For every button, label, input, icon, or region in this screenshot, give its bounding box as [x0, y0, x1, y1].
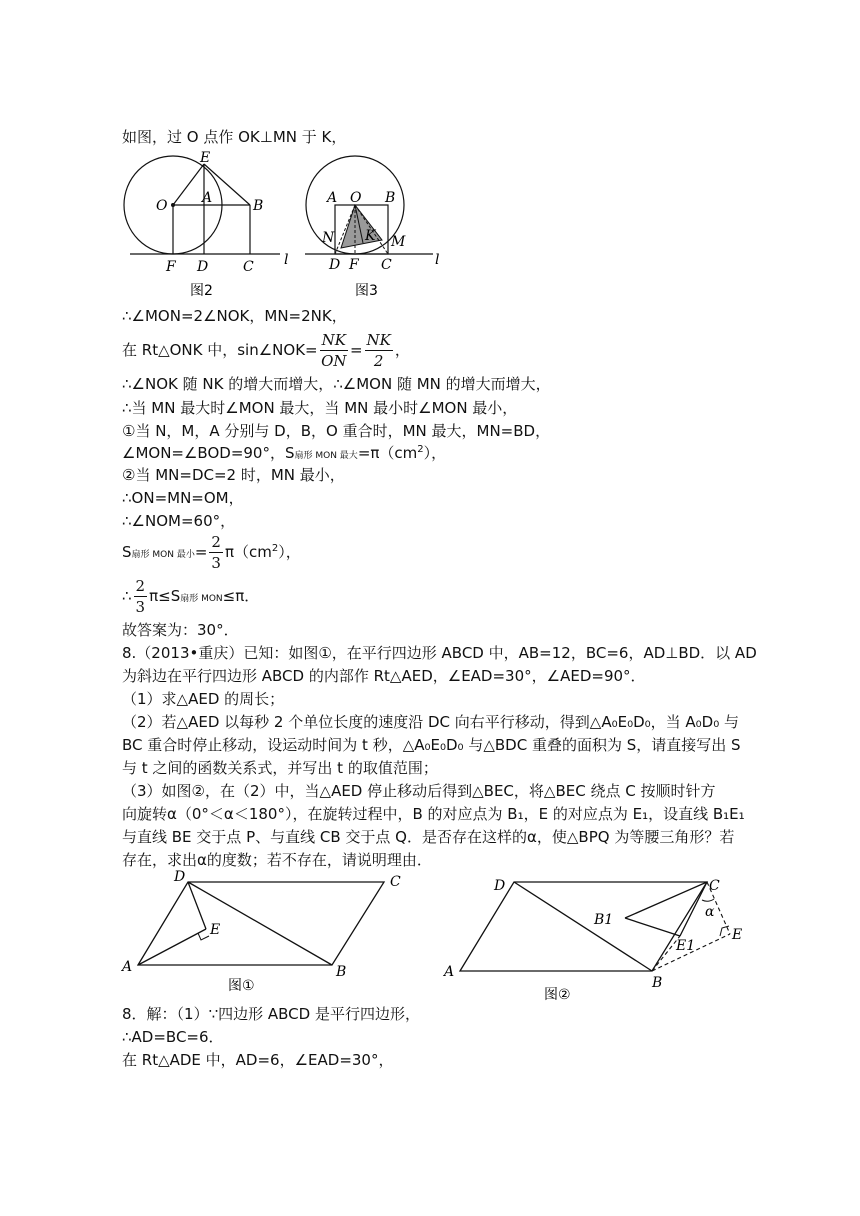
figure-caption: 图2 — [190, 283, 213, 299]
fraction-numerator: NK — [366, 331, 391, 349]
figure-2 — [118, 150, 303, 300]
label-E: E — [200, 150, 211, 166]
label-O: O — [156, 198, 168, 214]
text-segment: ∴ — [122, 587, 132, 605]
text-line: 与直线 BE 交于点 P、与直线 CB 交于点 Q．是否存在这样的α，使△BPQ 为等腰三角形？若 — [122, 828, 735, 846]
text-segment: ）， — [278, 543, 301, 561]
label-E1: E1 — [676, 938, 696, 954]
fraction — [134, 576, 148, 617]
label-alpha: α — [705, 904, 715, 920]
text-line-fraction — [122, 328, 410, 372]
text-line: 如图，过 O 点作 OK⊥MN 于 K， — [122, 128, 347, 146]
text-line-fraction — [122, 574, 259, 618]
text-segment: π≤S — [149, 587, 181, 605]
label-A: A — [444, 964, 455, 980]
fraction-denominator: 2 — [373, 352, 384, 370]
text-line: ①当 N，M，A 分别与 D，B，O 重合时，MN 最大，MN=BD， — [122, 422, 551, 440]
fraction — [320, 330, 348, 371]
text-line: ∴∠NOK 随 NK 的增大而增大，∴∠MON 随 MN 的增大而增大， — [122, 375, 551, 393]
text-segment: π（cm — [224, 543, 272, 561]
text-segment: 在 Rt△ONK 中，sin∠NOK= — [122, 341, 318, 359]
label-E: E — [732, 927, 743, 943]
label-l: l — [435, 252, 440, 268]
fraction — [365, 330, 393, 371]
label-C: C — [381, 257, 392, 273]
fraction-numerator: 2 — [135, 577, 146, 595]
text-line: 8．解：（1）∵四边形 ABCD 是平行四边形， — [122, 1005, 420, 1023]
text-line: 在 Rt△ADE 中，AD=6，∠EAD=30°， — [122, 1051, 394, 1069]
superscript: 2 — [271, 543, 279, 554]
text-segment: = — [194, 543, 208, 561]
label-C: C — [709, 878, 720, 894]
figure-3 — [305, 150, 455, 300]
figure-caption: 图3 — [355, 283, 378, 299]
text-line: （3）如图②，在（2）中，当△AED 停止移动后得到△BEC，将△BEC 绕点 C 按顺时针方 — [122, 782, 716, 800]
subscript: 扇形 MON 最大 — [294, 451, 358, 461]
label-F: F — [349, 257, 359, 273]
text-segment: =π（cm — [357, 444, 418, 462]
label-C: C — [390, 874, 401, 890]
text-line — [122, 443, 446, 466]
text-line: 向旋转α（0°＜α＜180°），在旋转过程中，B 的对应点为 B₁，E 的对应点为 E₁，设直线 B₁E₁ — [122, 805, 745, 823]
label-B: B — [336, 964, 347, 980]
figure-parallelogram-1 — [118, 866, 423, 996]
text-segment: S — [122, 543, 132, 561]
label-B: B — [385, 190, 396, 206]
subscript: 扇形 MON 最小 — [131, 550, 195, 560]
figure-caption: 图① — [228, 978, 255, 994]
text-line: ②当 MN=DC=2 时，MN 最小， — [122, 466, 345, 484]
fraction-denominator: ON — [321, 352, 347, 370]
text-line: ∴当 MN 最大时∠MON 最大，当 MN 最小时∠MON 最小， — [122, 399, 518, 417]
fraction-numerator: 2 — [211, 533, 221, 551]
text-line-fraction — [122, 530, 301, 574]
label-K: K — [365, 228, 376, 244]
text-line: （2）若△AED 以每秒 2 个单位长度的速度沿 DC 向右平行移动，得到△A₀E₀D₀，当 A₀D₀ 与 — [122, 713, 740, 731]
text-line: （1）求△AED 的周长； — [122, 690, 285, 708]
superscript: 2 — [417, 444, 424, 455]
text-segment: ≤π． — [222, 587, 260, 605]
text-line: BC 重合时停止移动，设运动时间为 t 秒，△A₀E₀D₀ 与△BDC 重叠的面积为 S，请直接写出 S — [122, 736, 741, 754]
figure-parallelogram-2 — [440, 866, 760, 1006]
text-line: 故答案为：30°． — [122, 621, 239, 639]
text-line: ∴∠NOM=60°， — [122, 512, 236, 530]
text-segment: = — [349, 341, 363, 359]
label-D: D — [174, 869, 186, 885]
label-l: l — [284, 252, 289, 268]
text-line: ∴AD=BC=6． — [122, 1028, 224, 1046]
subscript: 扇形 MON — [180, 594, 223, 604]
text-line: 与 t 之间的函数关系式，并写出 t 的取值范围； — [122, 759, 438, 777]
fraction-denominator: 3 — [211, 554, 221, 572]
label-C: C — [243, 259, 254, 275]
figure-caption: 图② — [544, 987, 571, 1003]
label-D: D — [197, 259, 209, 275]
fraction-denominator: 3 — [135, 598, 146, 616]
label-N: N — [322, 230, 335, 246]
label-O: O — [350, 190, 362, 206]
text-line: ∴ON=MN=OM， — [122, 489, 244, 507]
label-D: D — [329, 257, 341, 273]
label-A: A — [202, 190, 213, 206]
text-segment: ∠MON=∠BOD=90°，S — [122, 444, 295, 462]
text-segment: ， — [394, 341, 410, 359]
fraction-numerator: NK — [321, 331, 346, 349]
label-A: A — [327, 190, 338, 206]
label-B: B — [253, 198, 264, 214]
fraction — [209, 532, 223, 573]
text-line: ∴∠MON=2∠NOK，MN=2NK， — [122, 307, 347, 325]
label-F: F — [166, 259, 176, 275]
text-segment: ）， — [423, 444, 447, 462]
label-B: B — [652, 975, 663, 991]
label-D: D — [494, 878, 506, 894]
label-E: E — [210, 922, 221, 938]
text-line: 8.（2013•重庆）已知：如图①，在平行四边形 ABCD 中，AB=12，BC=6，AD⊥BD．以 AD — [122, 644, 757, 662]
label-M: M — [391, 234, 406, 250]
label-B1: B1 — [594, 912, 614, 928]
text-line: 为斜边在平行四边形 ABCD 的内部作 Rt△AED，∠EAD=30°，∠AED=90°． — [122, 667, 646, 685]
text-line: 存在，求出α的度数；若不存在，请说明理由． — [122, 851, 432, 869]
label-A: A — [122, 959, 133, 975]
